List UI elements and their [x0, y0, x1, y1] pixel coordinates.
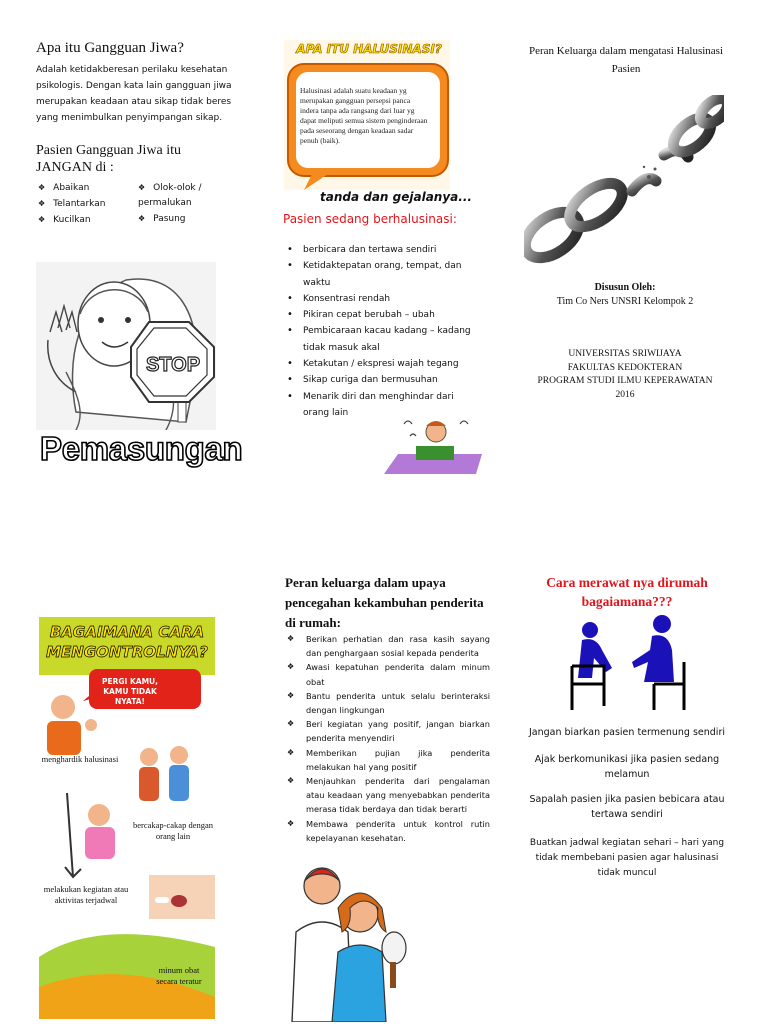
brochure-title: Peran Keluarga dalam mengatasi Halusinasi Pasien [528, 45, 724, 75]
compiled-by-label: Disusun Oleh: [594, 282, 656, 293]
symptom-list [287, 242, 475, 421]
signs-heading: tanda dan gejalanya... [320, 190, 472, 204]
list-item: • Konsentrasi rendah [287, 291, 475, 307]
list-item: ❖ Kucilkan [38, 212, 105, 228]
confused-person-illustration [380, 418, 486, 478]
list-item: ❖ Beri kegiatan yang positif, jangan biarkan penderita menyendiri [287, 717, 490, 745]
list-item: ❖ Memberikan pujian jika penderita melakukan hal yang positif [287, 746, 490, 774]
panel1-title: Apa itu Gangguan Jiwa? [36, 40, 184, 56]
dont-list-right [138, 180, 248, 227]
list-item: ❖ Pasung [138, 211, 248, 227]
halusinasi-title: APA ITU HALUSINASI? [296, 42, 442, 56]
list-item: • Pikiran cepat berubah – ubah [287, 307, 475, 323]
program-name: PROGRAM STUDI ILMU KEPERAWATAN [537, 376, 713, 386]
caption-bercakap: bercakap-cakap dengan orang lain [133, 820, 213, 841]
panel1-definition: Adalah ketidakberesan perilaku kesehatan psikologis. Dengan kata lain gangguan jiwa merupakan keadaan atau sikap tidak beres yang menimbulkan penyimpangan sikap. [36, 65, 232, 123]
list-item: ❖ Abaikan [38, 180, 105, 196]
list-item: ❖ Membawa penderita untuk kontrol rutin kepelayanan kesehatan. [287, 817, 490, 845]
faculty-name: FAKULTAS KEDOKTERAN [567, 362, 683, 373]
halusinasi-definition: Halusinasi adalah suatu keadaan yg merupakan gangguan persepsi panca indera tanpa ada rangsang dari luar yg dapat meliputi semua sistem penginderaan pada seseorang dengan keadaan sadar penuh (baik). [300, 86, 428, 145]
family-role-title: Peran keluarga dalam upaya pencegahan kekambuhan penderita di rumah: [285, 575, 484, 630]
list-item: ❖ Awasi kepatuhan penderita dalam minum obat [287, 660, 490, 688]
patient-heading: Pasien sedang berhalusinasi: [283, 212, 457, 226]
dont-list-left [38, 180, 105, 228]
home-care-title: Cara merawat nya dirumah bagaiamana??? [546, 575, 708, 609]
panel1-subtitle: Pasien Gangguan Jiwa itu JANGAN di : [36, 143, 182, 175]
team-name: Tim Co Ners UNSRI Kelompok 2 [556, 296, 694, 307]
tip-4: Buatkan jadwal kegiatan sehari – hari yang tidak membebani pasien agar halusinasi tidak muncul [529, 838, 725, 878]
institution-block [520, 348, 730, 402]
stop-sign-text: STOP [145, 354, 201, 376]
tip-1: Jangan biarkan pasien termenung sendiri [528, 727, 725, 738]
caption-minum-obat: minum obat secara teratur [156, 965, 202, 986]
tip-2: Ajak berkomunikasi jika pasien sedang melamun [534, 754, 720, 780]
list-item: • Sikap curiga dan bermusuhan [287, 372, 475, 388]
stop-girl-illustration [36, 262, 216, 430]
list-item: ❖ Telantarkan [38, 196, 105, 212]
control-title: BAGAIMANA CARA MENGONTROLNYA? [46, 623, 208, 661]
list-item: ❖ Menjauhkan penderita dari pengalaman atau keadaan yang menyebabkan penderita merasa tidak berdaya dan tidak berarti [287, 774, 490, 817]
list-item: ❖ Berikan perhatian dan rasa kasih sayang dan penghargaan sosial kepada penderita [287, 632, 490, 660]
list-item: • Ketakutan / ekspresi wajah tegang [287, 356, 475, 372]
list-item: • Pembicaraan kacau kadang – kadang tidak masuk akal [287, 323, 475, 356]
pemasungan-caption: Pemasungan [40, 430, 243, 467]
caregiver-illustration [282, 852, 412, 1022]
broken-chain-image [524, 95, 724, 267]
list-item: • Ketidaktepatan orang, tempat, dan waktu [287, 258, 475, 291]
year: 2016 [615, 389, 635, 400]
caption-menghardik: menghardik halusinasi [41, 754, 119, 764]
university-name: UNIVERSITAS SRIWIJAYA [568, 349, 682, 359]
tip-3: Sapalah pasien jika pasien bebicara atau tertawa sendiri [529, 794, 725, 820]
list-item: ❖ Bantu penderita untuk selalu berinteraksi dengan lingkungan [287, 689, 490, 717]
list-item: ❖ Olok-olok / permalukan [138, 180, 248, 211]
control-speech: PERGI KAMU, KAMU TIDAK NYATA! [102, 677, 158, 706]
list-item: • berbicara dan tertawa sendiri [287, 242, 475, 258]
list-item: • Menarik diri dan menghindar dari orang lain [287, 389, 475, 422]
caption-kegiatan: melakukan kegiatan atau aktivitas terjadwal [43, 884, 129, 905]
family-role-list [287, 632, 490, 845]
counseling-silhouette-image [566, 610, 690, 710]
